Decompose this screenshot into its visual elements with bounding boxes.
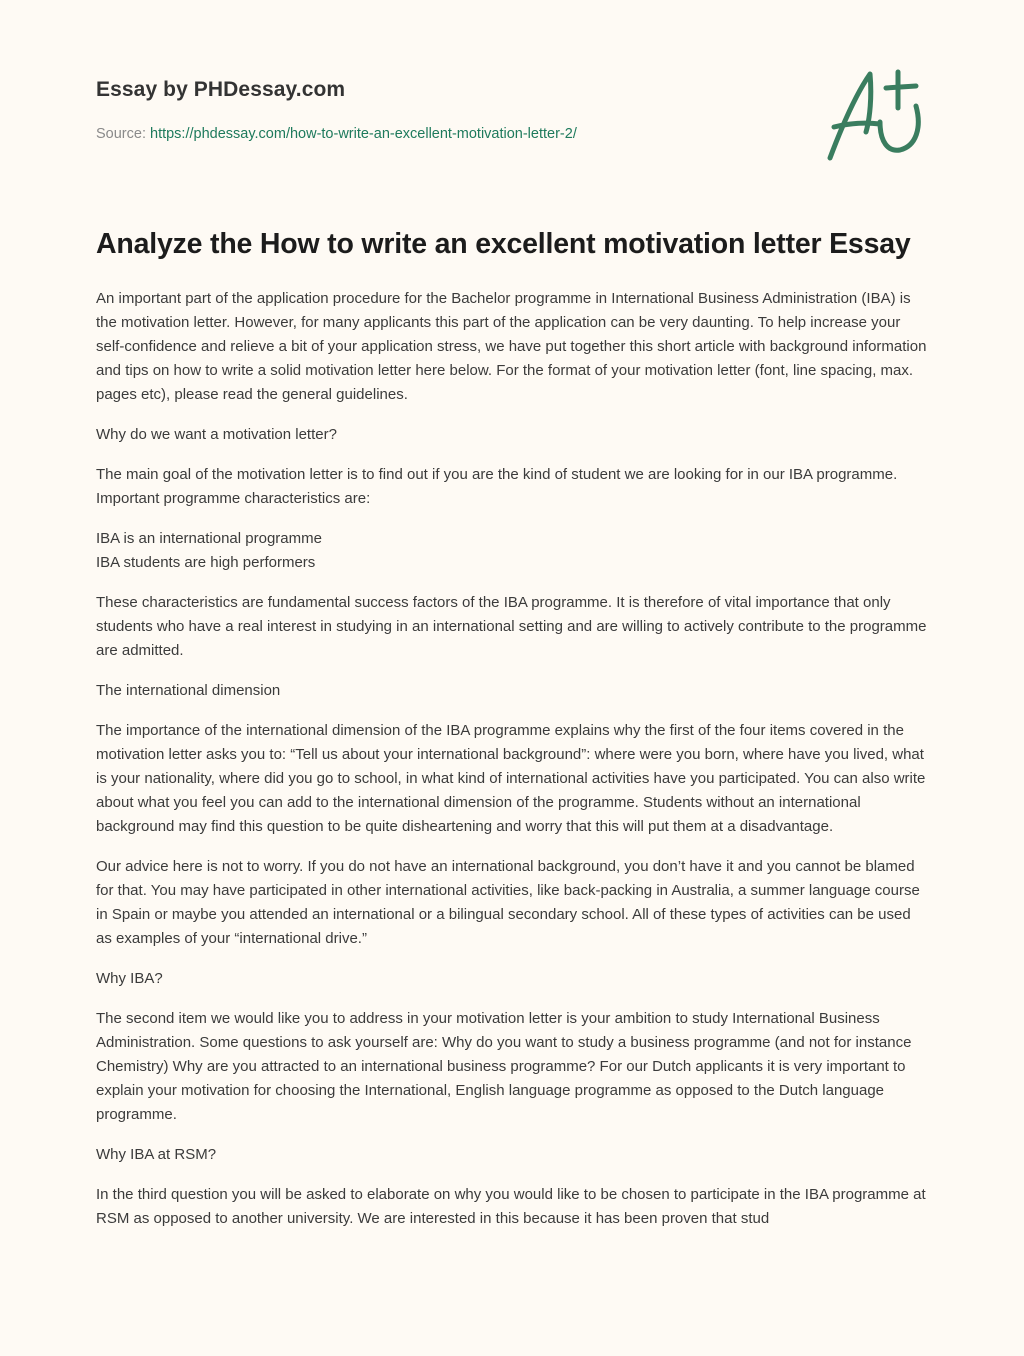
- source-link[interactable]: https://phdessay.com/how-to-write-an-excellent-motivation-letter-2/: [150, 126, 577, 142]
- intro-paragraph: An important part of the application procedure for the Bachelor programme in International Business Administration (IBA) is the motivation letter. However, for many applicants this part of the application can be very daunting. To help increase your self-confidence and relieve a bit of your application stress, we have put together this short article with background information and tips on how to write a solid motivation letter here below. For the format of your motivation letter (font, line spacing, max. pages etc), please read the general guidelines.: [96, 290, 927, 403]
- paragraph-advice: Our advice here is not to worry. If you do not have an international background, you don’t have it and you cannot be blamed for that. You may have participated in other international activities, like back-packing in Australia, a summer language course in Spain or maybe you attended an international or a bilingual secondary school. All of these types of activities can be used as examples of your “international drive.”: [96, 858, 920, 947]
- section-heading-why-motivation-letter: Why do we want a motivation letter?: [96, 426, 337, 443]
- article: [96, 224, 928, 1247]
- page-title: Analyze the How to write an excellent motivation letter Essay: [96, 228, 911, 260]
- section-heading-international-dimension: The international dimension: [96, 682, 281, 699]
- site-title: Essay by PHDessay.com: [96, 78, 346, 101]
- list-item: IBA is an international programme: [96, 530, 322, 547]
- list-item: IBA students are high performers: [96, 554, 316, 571]
- paragraph-success-factors: These characteristics are fundamental success factors of the IBA programme. It is therefore of vital importance that only students who have a real interest in studying in an international setting and are willing to actively contribute to the programme are admitted.: [96, 594, 927, 659]
- site-header: [96, 76, 796, 144]
- paragraph-second-item: The second item we would like you to address in your motivation letter is your ambition to study International Business Administration. Some questions to ask yourself are: Why do you want to study a business programme (and not for instance Chemistry) Why are you attracted to an international business programme? For our Dutch applicants it is very important to explain your motivation for choosing the International, English language programme as opposed to the Dutch language programme.: [96, 1010, 912, 1123]
- section-heading-why-iba: Why IBA?: [96, 970, 163, 987]
- paragraph-third-question: In the third question you will be asked to elaborate on why you would like to be chosen to participate in the IBA programme at RSM as opposed to another university. We are interested in this because it has been proven that stud: [96, 1186, 926, 1227]
- paragraph-main-goal: The main goal of the motivation letter is to find out if you are the kind of student we are looking for in our IBA programme. Important programme characteristics are:: [96, 466, 898, 507]
- source-label: Source:: [96, 126, 150, 142]
- source-line: [96, 124, 796, 144]
- a-plus-grade-icon: [820, 66, 930, 166]
- characteristics-list: [96, 527, 928, 575]
- paragraph-international-importance: The importance of the international dimension of the IBA programme explains why the first of the four items covered in the motivation letter asks you to: “Tell us about your international background”: where were you born, where have you lived, what is your nationality, where did you go to school, in what kind of international activities have you participated. You can also write about what you feel you can add to the international dimension of the programme. Students without an international background may find this question to be quite disheartening and worry that this will put them at a disadvantage.: [96, 722, 926, 835]
- section-heading-why-iba-at-rsm: Why IBA at RSM?: [96, 1146, 217, 1163]
